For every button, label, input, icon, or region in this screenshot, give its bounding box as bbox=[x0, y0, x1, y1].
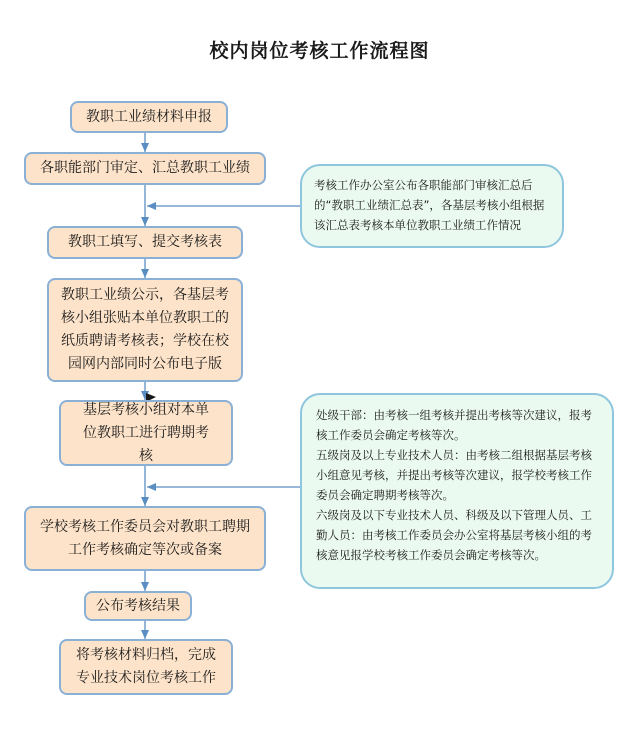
step-4-label: 教职工业绩公示，各基层考核小组张贴本单位教职工的纸质聘请考核表；学校在校园网内部同时公布电子版 bbox=[61, 287, 229, 372]
step-1-label: 教职工业绩材料申报 bbox=[86, 108, 212, 125]
note-announcement-text: 考核工作办公室公布各职能部门审核汇总后的“教职工业绩汇总表”，各基层考核小组根据该汇总表考核本单位教职工业绩工作情况 bbox=[314, 178, 545, 232]
step-5-label: 基层考核小组对本单位教职工进行聘期考核 bbox=[83, 401, 209, 464]
note-announcement bbox=[300, 164, 564, 248]
step-6-box bbox=[24, 506, 266, 571]
step-2-box bbox=[24, 152, 266, 185]
step-7-box bbox=[84, 591, 192, 621]
note-evaluation-rules bbox=[300, 393, 614, 589]
step-4-box bbox=[47, 278, 243, 382]
step-7-label: 公布考核结果 bbox=[96, 597, 180, 614]
step-8-box bbox=[59, 639, 233, 695]
step-5-box bbox=[59, 400, 233, 466]
note-rule-senior-technical: 五级岗及以上专业技术人员：由考核二组根据基层考核小组意见考核，并提出考核等次建议，报学校考核工作委员会确定聘期考核等次。 bbox=[316, 448, 592, 502]
step-8-label: 将考核材料归档，完成专业技术岗位考核工作 bbox=[76, 647, 216, 686]
note-rule-junior-staff: 六级岗及以下专业技术人员、科级及以下管理人员、工勤人员：由考核工作委员会办公室将基层考核小组的考核意见报学校考核工作委员会确定考核等次。 bbox=[316, 508, 592, 562]
step-2-label: 各职能部门审定、汇总教职工业绩 bbox=[40, 160, 250, 176]
step-3-box bbox=[47, 226, 243, 259]
note-rule-division-cadres: 处级干部：由考核一组考核并提出考核等次建议，报考核工作委员会确定考核等次。 bbox=[316, 408, 592, 442]
step-6-label: 学校考核工作委员会对教职工聘期工作考核确定等次或备案 bbox=[40, 518, 250, 558]
page-title: 校内岗位考核工作流程图 bbox=[209, 40, 430, 62]
step-1-box bbox=[70, 101, 228, 133]
step-3-label: 教职工填写、提交考核表 bbox=[68, 234, 222, 250]
